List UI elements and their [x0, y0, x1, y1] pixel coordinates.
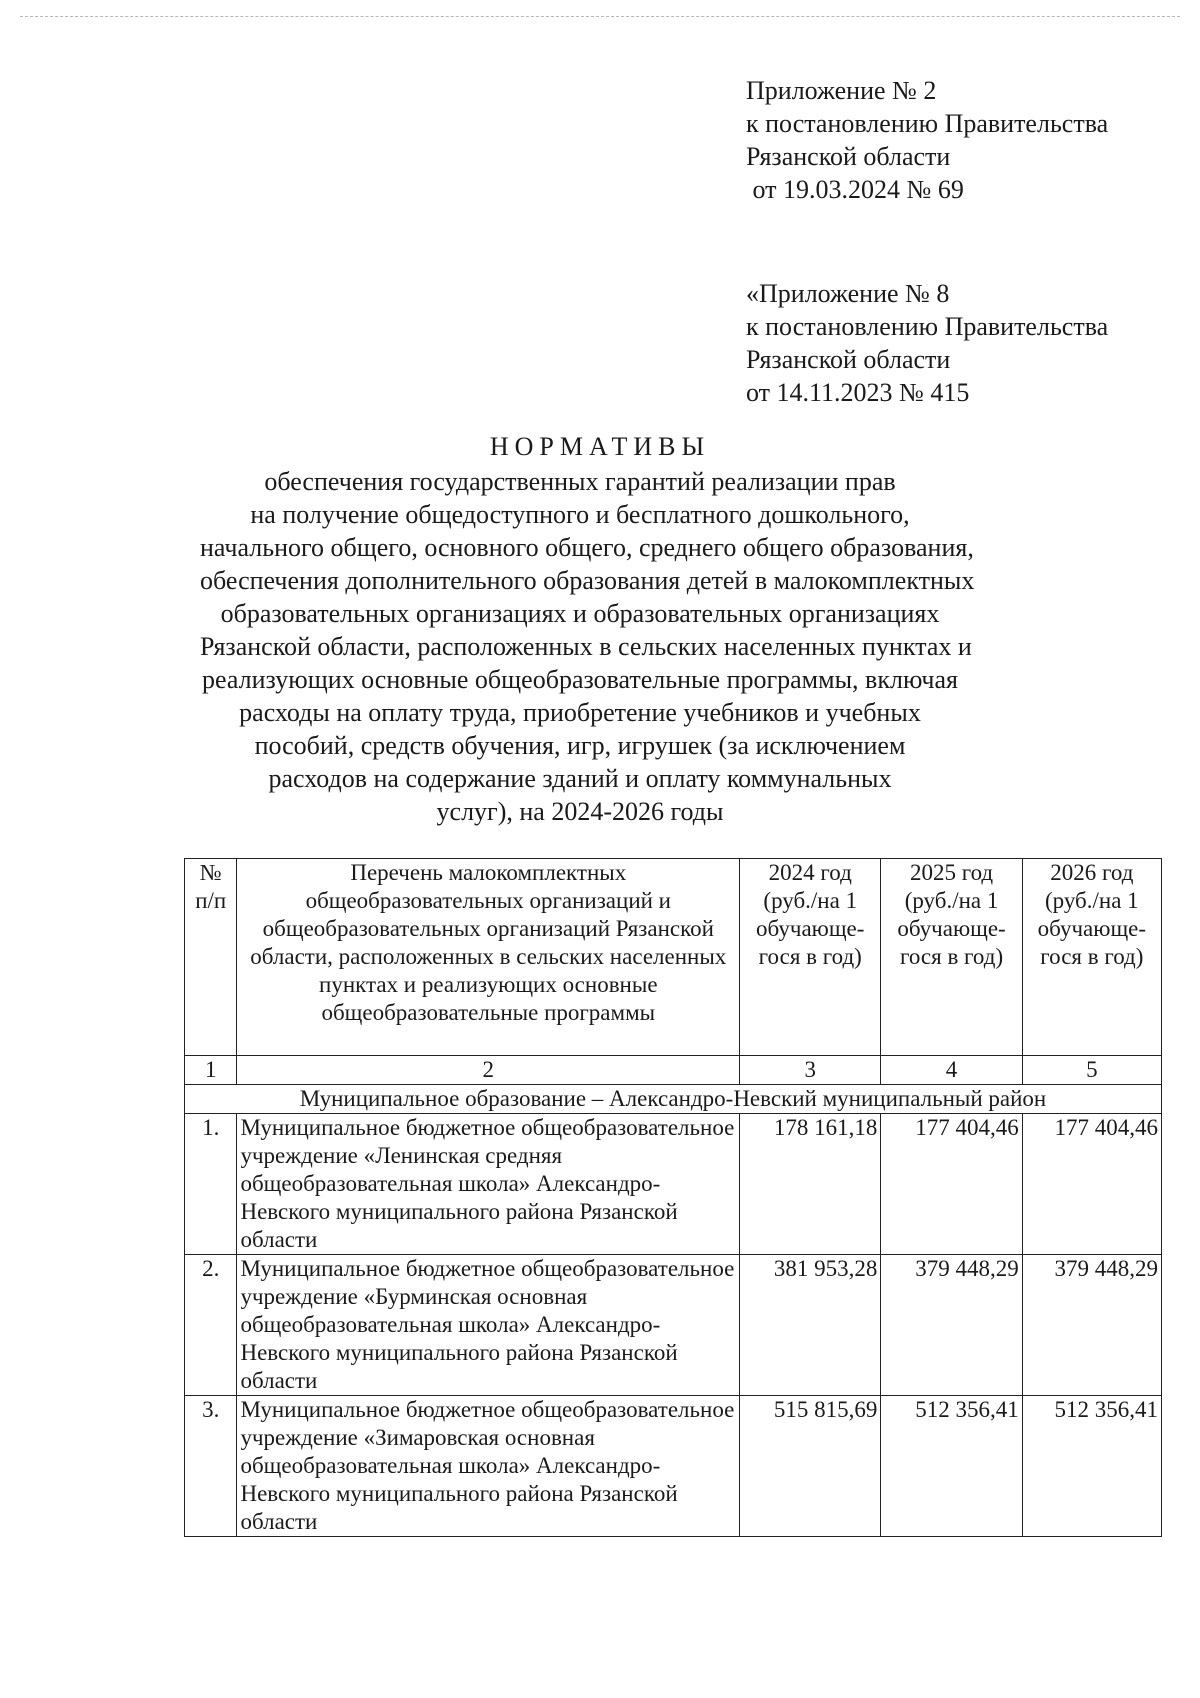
value-2026: 379 448,29 — [1022, 1255, 1161, 1396]
subtitle-line: обеспечения государственных гарантий реализации прав — [264, 467, 896, 496]
subtitle-line: расходов на содержание зданий и оплату коммунальных — [268, 764, 892, 793]
organization-name: Муниципальное бюджетное общеобразовательное учреждение «Зимаровская основная общеобразовательная школа» Александро-Невского муниципального района Рязанской области — [237, 1396, 740, 1537]
subtitle-line: пособий, средств обучения, игр, игрушек (за исключением — [254, 731, 906, 760]
header-year-2025: 2025 год (руб./на 1 обучающе-гося в год) — [881, 859, 1022, 1056]
appendix-line: «Приложение № 8 — [746, 279, 950, 308]
column-number: 4 — [881, 1056, 1022, 1085]
table-header-row — [185, 859, 1162, 1056]
document-title: НОРМАТИВЫ — [489, 432, 711, 461]
value-2026: 177 404,46 — [1022, 1114, 1161, 1255]
subtitle-line: Рязанской области, расположенных в сельских населенных пунктах и — [200, 632, 972, 661]
subtitle-line: на получение общедоступного и бесплатного дошкольного, — [250, 500, 910, 529]
section-row — [185, 1085, 1162, 1114]
column-number-row — [185, 1056, 1162, 1085]
appendix-line: от 19.03.2024 № 69 — [746, 175, 964, 204]
subtitle-line: образовательных организациях и образовательных организациях — [220, 599, 940, 628]
header-organization-list: Перечень малокомплектных общеобразовательных организаций и общеобразовательных организаций Рязанской области, расположенных в сельских населенных пунктах и реализующих основные общеобразовательные программы — [237, 859, 740, 1056]
scan-edge-line — [20, 16, 1180, 17]
appendix-8-reference — [746, 277, 1108, 409]
subtitle-line: обеспечения дополнительного образования детей в малокомплектных — [200, 566, 975, 595]
table-row — [185, 1255, 1162, 1396]
header-number: № п/п — [185, 859, 237, 1056]
row-number: 2. — [185, 1255, 237, 1396]
subtitle-line: реализующих основные общеобразовательные программы, включая — [202, 665, 958, 694]
value-2026: 512 356,41 — [1022, 1396, 1161, 1537]
appendix-line: Приложение № 2 — [746, 76, 937, 105]
section-title: Муниципальное образование – Александро-Невский муниципальный район — [185, 1085, 1162, 1114]
table-row — [185, 1396, 1162, 1537]
row-number: 1. — [185, 1114, 237, 1255]
header-year-2024: 2024 год (руб./на 1 обучающе-гося в год) — [740, 859, 881, 1056]
value-2025: 379 448,29 — [881, 1255, 1022, 1396]
subtitle-line: расходы на оплату труда, приобретение учебников и учебных — [239, 698, 921, 727]
column-number: 2 — [237, 1056, 740, 1085]
document-subtitle — [200, 465, 975, 828]
column-number: 3 — [740, 1056, 881, 1085]
subtitle-line: начального общего, основного общего, среднего общего образования, — [200, 533, 974, 562]
appendix-line: Рязанской области — [746, 345, 951, 374]
column-number: 5 — [1022, 1056, 1161, 1085]
organization-name: Муниципальное бюджетное общеобразовательное учреждение «Ленинская средняя общеобразовательная школа» Александро-Невского муниципального района Рязанской области — [237, 1114, 740, 1255]
appendix-line: к постановлению Правительства — [746, 312, 1109, 341]
appendix-line: Рязанской области — [746, 142, 951, 171]
norms-table — [184, 858, 1162, 1537]
value-2024: 178 161,18 — [740, 1114, 881, 1255]
organization-name: Муниципальное бюджетное общеобразовательное учреждение «Бурминская основная общеобразовательная школа» Александро-Невского муниципального района Рязанской области — [237, 1255, 740, 1396]
appendix-line: к постановлению Правительства — [746, 109, 1109, 138]
row-number: 3. — [185, 1396, 237, 1537]
column-number: 1 — [185, 1056, 237, 1085]
value-2024: 515 815,69 — [740, 1396, 881, 1537]
value-2024: 381 953,28 — [740, 1255, 881, 1396]
appendix-line: от 14.11.2023 № 415 — [746, 378, 970, 407]
appendix-2-reference — [746, 74, 1108, 206]
table-row — [185, 1114, 1162, 1255]
value-2025: 512 356,41 — [881, 1396, 1022, 1537]
subtitle-line: услуг), на 2024-2026 годы — [436, 797, 724, 826]
value-2025: 177 404,46 — [881, 1114, 1022, 1255]
header-year-2026: 2026 год (руб./на 1 обучающе-гося в год) — [1022, 859, 1161, 1056]
